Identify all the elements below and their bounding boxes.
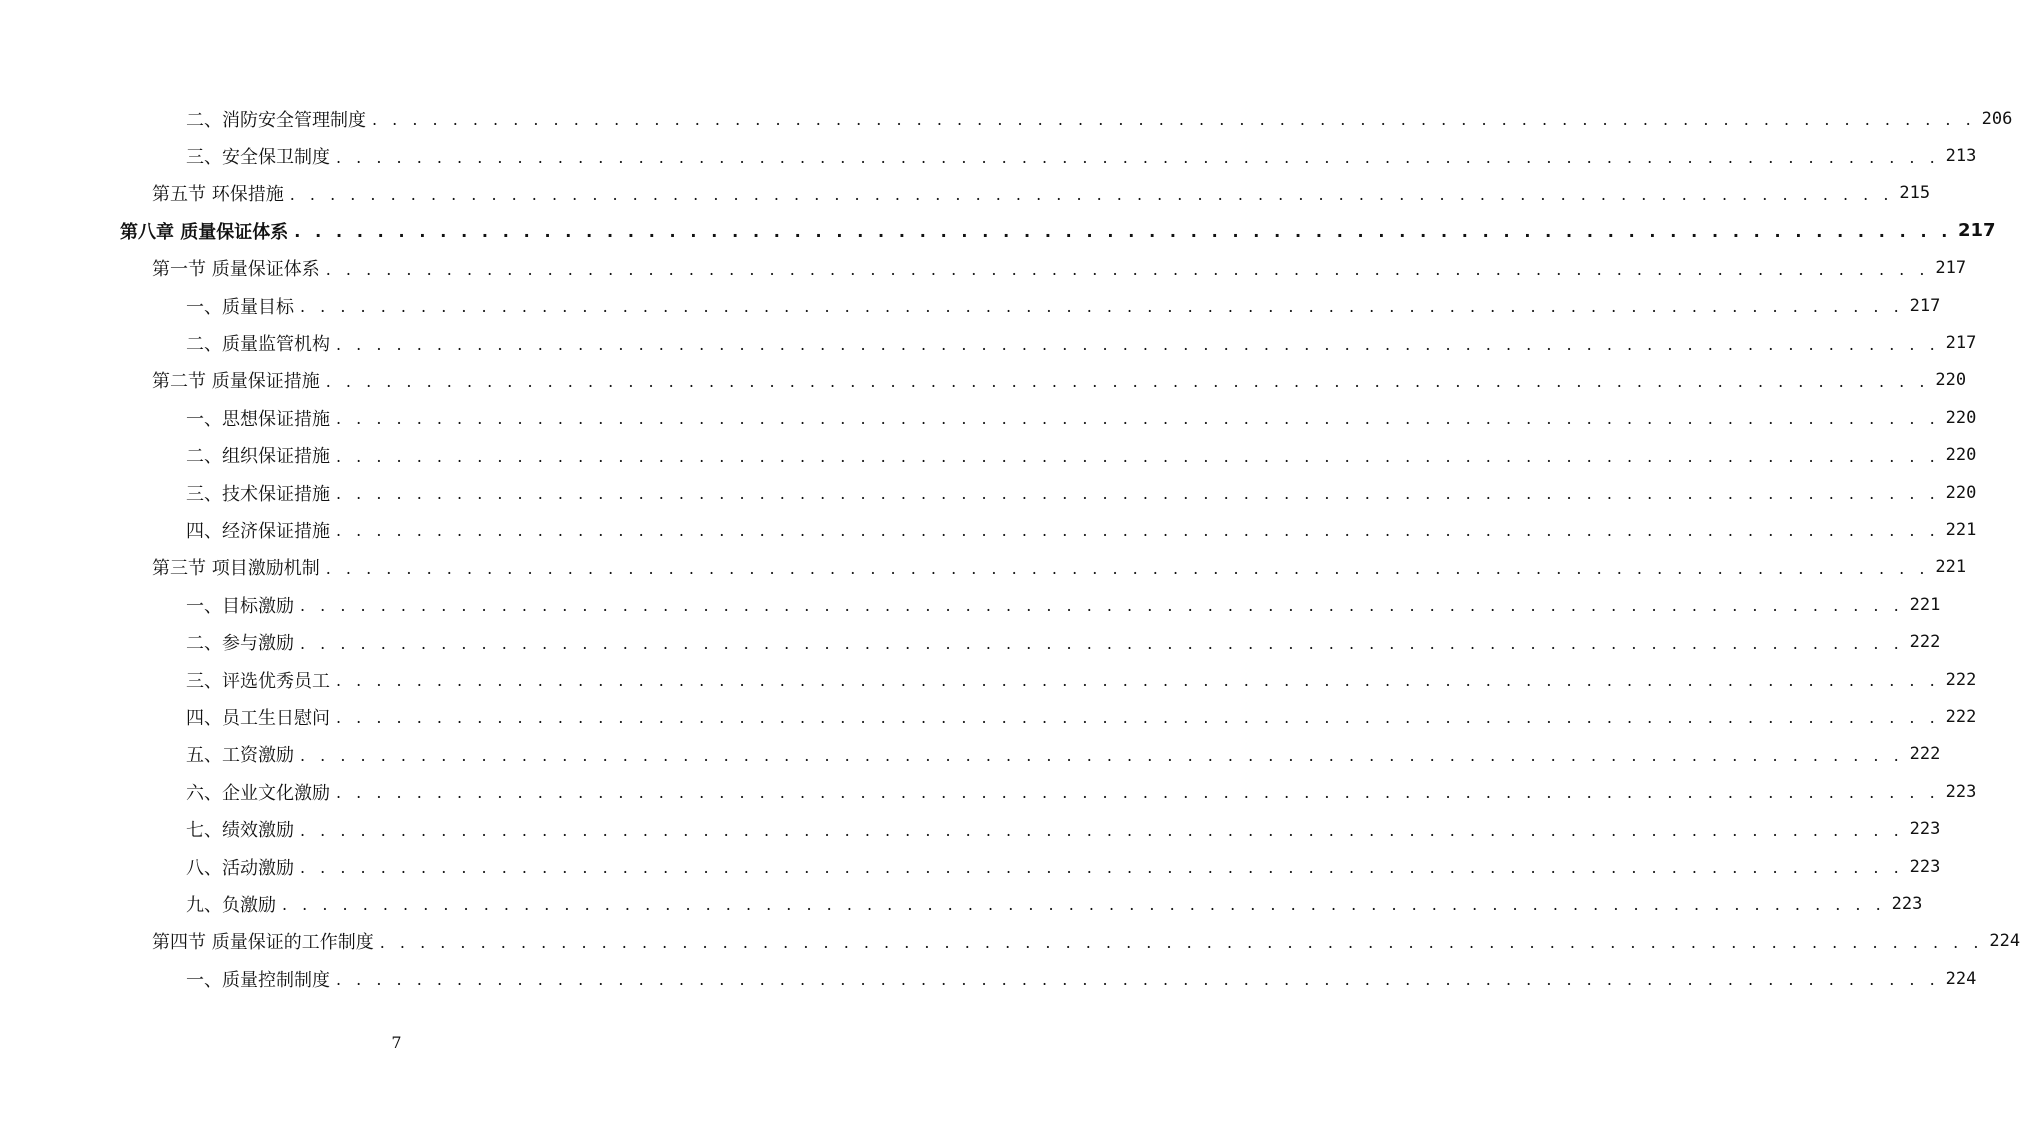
toc-dot-leader: . . . . . . . . . . . . . . . . . . . . . . . . . . . . . . . . . . . . . . . . . . . . . . . . . . . . . . . . . . . . . . . . . . . . . . . . . . . . . . . . — [336, 970, 1940, 990]
toc-dot-leader: . . . . . . . . . . . . . . . . . . . . . . . . . . . . . . . . . . . . . . . . . . . . . . . . . . . . . . . . . . . . . . . . . . . . . . . . . . . . . . . . — [300, 596, 1904, 616]
toc-entry-title: 第二节 质量保证措施 — [152, 371, 320, 393]
toc-subsection-entry[interactable] — [0, 736, 1941, 773]
toc-subsection-entry[interactable] — [0, 661, 1977, 698]
toc-entry-title: 第五节 环保措施 — [152, 184, 284, 206]
toc-entry-title: 六、企业文化激励 — [186, 782, 330, 804]
toc-dot-leader: . . . . . . . . . . . . . . . . . . . . . . . . . . . . . . . . . . . . . . . . . . . . . . . . . . . . . . . . . . . . . . . . . . . . . . . . . . . . . . . . — [336, 783, 1940, 803]
toc-dot-leader: . . . . . . . . . . . . . . . . . . . . . . . . . . . . . . . . . . . . . . . . . . . . . . . . . . . . . . . . . . . . . . . . . . . . . . . . . . . . . . . . — [336, 708, 1940, 728]
toc-entry-title: 九、负激励 — [186, 894, 276, 916]
toc-entry-page: 222 — [1945, 669, 1977, 690]
toc-dot-leader: . . . . . . . . . . . . . . . . . . . . . . . . . . . . . . . . . . . . . . . . . . . . . . . . . . . . . . . . . . . . . . . . . . . . . . . . . . . . . . . . — [336, 446, 1940, 466]
table-of-contents — [0, 100, 2020, 997]
toc-subsection-entry[interactable] — [0, 623, 1941, 660]
toc-dot-leader: . . . . . . . . . . . . . . . . . . . . . . . . . . . . . . . . . . . . . . . . . . . . . . . . . . . . . . . . . . . . . . . . . . . . . . . . . . . . . . . . — [372, 110, 1976, 130]
toc-entry-title: 三、评选优秀员工 — [186, 670, 330, 692]
toc-entry-title: 第一节 质量保证体系 — [152, 259, 320, 281]
toc-dot-leader: . . . . . . . . . . . . . . . . . . . . . . . . . . . . . . . . . . . . . . . . . . . . . . . . . . . . . . . . . . . . . . . . . . . . . . . . . . . . . . . . — [336, 671, 1940, 691]
toc-dot-leader: . . . . . . . . . . . . . . . . . . . . . . . . . . . . . . . . . . . . . . . . . . . . . . . . . . . . . . . . . . . . . . . . . . . . . . . . . . . . . . . . — [379, 932, 1984, 952]
toc-subsection-entry[interactable] — [0, 287, 1941, 324]
toc-entry-title: 一、目标激励 — [186, 595, 294, 617]
toc-entry-page: 222 — [1909, 632, 1941, 653]
toc-entry-title: 一、质量控制制度 — [186, 969, 330, 991]
toc-entry-page: 223 — [1909, 856, 1941, 877]
toc-entry-page: 222 — [1945, 706, 1977, 727]
toc-entry-page: 223 — [1945, 781, 1977, 802]
toc-entry-title: 三、技术保证措施 — [186, 483, 330, 505]
toc-subsection-entry[interactable] — [0, 511, 1977, 548]
toc-entry-title: 一、质量目标 — [186, 296, 294, 318]
toc-entry-page: 224 — [1989, 931, 2020, 952]
toc-dot-leader: . . . . . . . . . . . . . . . . . . . . . . . . . . . . . . . . . . . . . . . . . . . . . . . . . . . . . . . . . . . . . . . . . . . . . . . . . . . . . . . . — [300, 820, 1904, 840]
toc-entry-title: 四、员工生日慰问 — [186, 707, 330, 729]
toc-entry-title: 七、绩效激励 — [186, 820, 294, 842]
toc-entry-title: 八、活动激励 — [186, 857, 294, 879]
toc-chapter-entry[interactable] — [0, 212, 1996, 249]
toc-subsection-entry[interactable] — [0, 885, 1923, 922]
toc-dot-leader: . . . . . . . . . . . . . . . . . . . . . . . . . . . . . . . . . . . . . . . . . . . . . . . . . . . . . . . . . . . . . . . . . . . . . . . . . . . . . . . . — [325, 371, 1930, 391]
toc-subsection-entry[interactable] — [0, 773, 1977, 810]
toc-entry-title: 五、工资激励 — [186, 745, 294, 767]
toc-entry-page: 223 — [1909, 819, 1941, 840]
toc-subsection-entry[interactable] — [0, 324, 1977, 361]
toc-dot-leader: . . . . . . . . . . . . . . . . . . . . . . . . . . . . . . . . . . . . . . . . . . . . . . . . . . . . . . . . . . . . . . . . . . . . . . . . . . . . . . . . — [325, 259, 1930, 279]
toc-entry-title: 三、安全保卫制度 — [186, 147, 330, 169]
toc-dot-leader: . . . . . . . . . . . . . . . . . . . . . . . . . . . . . . . . . . . . . . . . . . . . . . . . . . . . . . . . . . . . . . . . . . . . . . . . . . . . . . . . — [325, 558, 1930, 578]
page-number: 7 — [391, 1033, 402, 1052]
toc-entry-page: 220 — [1935, 370, 1967, 391]
toc-dot-leader: . . . . . . . . . . . . . . . . . . . . . . . . . . . . . . . . . . . . . . . . . . . . . . . . . . . . . . . . . . . . . . . . . . . . . . . . . . . . . . . . — [336, 409, 1940, 429]
toc-dot-leader: . . . . . . . . . . . . . . . . . . . . . . . . . . . . . . . . . . . . . . . . . . . . . . . . . . . . . . . . . . . . . . . . . . . . . . . . . . . . . . . . — [300, 745, 1904, 765]
toc-dot-leader: . . . . . . . . . . . . . . . . . . . . . . . . . . . . . . . . . . . . . . . . . . . . . . . . . . . . . . . . . . . . . . . . . . . . . . . . . . . . . . . . — [336, 147, 1940, 167]
toc-entry-title: 二、消防安全管理制度 — [186, 109, 366, 131]
toc-section-entry[interactable] — [0, 175, 1931, 212]
toc-subsection-entry[interactable] — [0, 586, 1941, 623]
toc-entry-page: 213 — [1945, 146, 1977, 167]
toc-entry-title: 一、思想保证措施 — [186, 408, 330, 430]
toc-subsection-entry[interactable] — [0, 437, 1977, 474]
toc-subsection-entry[interactable] — [0, 848, 1941, 885]
toc-entry-page: 220 — [1945, 407, 1977, 428]
toc-dot-leader: . . . . . . . . . . . . . . . . . . . . . . . . . . . . . . . . . . . . . . . . . . . . . . . . . . . . . . . . . . . . . . . . . . . . . . . . . . . . . . . . — [294, 222, 1952, 242]
toc-subsection-entry[interactable] — [0, 810, 1941, 847]
toc-entry-title: 二、质量监管机构 — [186, 334, 330, 356]
toc-entry-page: 222 — [1909, 744, 1941, 765]
toc-entry-page: 217 — [1909, 295, 1941, 316]
toc-subsection-entry[interactable] — [0, 100, 2013, 137]
toc-entry-page: 221 — [1909, 594, 1941, 615]
toc-subsection-entry[interactable] — [0, 137, 1977, 174]
toc-entry-page: 217 — [1935, 258, 1967, 279]
toc-entry-title: 二、组织保证措施 — [186, 446, 330, 468]
toc-dot-leader: . . . . . . . . . . . . . . . . . . . . . . . . . . . . . . . . . . . . . . . . . . . . . . . . . . . . . . . . . . . . . . . . . . . . . . . . . . . . . . . . — [336, 484, 1940, 504]
toc-dot-leader: . . . . . . . . . . . . . . . . . . . . . . . . . . . . . . . . . . . . . . . . . . . . . . . . . . . . . . . . . . . . . . . . . . . . . . . . . . . . . . . . — [300, 297, 1904, 317]
toc-subsection-entry[interactable] — [0, 399, 1977, 436]
toc-entry-page: 217 — [1958, 220, 1996, 242]
toc-entry-title: 四、经济保证措施 — [186, 520, 330, 542]
toc-entry-page: 223 — [1891, 893, 1923, 914]
toc-dot-leader: . . . . . . . . . . . . . . . . . . . . . . . . . . . . . . . . . . . . . . . . . . . . . . . . . . . . . . . . . . . . . . . . . . . . . . . . . . . . . . . . — [289, 184, 1894, 204]
toc-section-entry[interactable] — [0, 362, 1967, 399]
toc-dot-leader: . . . . . . . . . . . . . . . . . . . . . . . . . . . . . . . . . . . . . . . . . . . . . . . . . . . . . . . . . . . . . . . . . . . . . . . . . . . . . . . . — [336, 334, 1940, 354]
toc-entry-page: 215 — [1899, 183, 1931, 204]
toc-entry-page: 220 — [1945, 482, 1977, 503]
toc-dot-leader: . . . . . . . . . . . . . . . . . . . . . . . . . . . . . . . . . . . . . . . . . . . . . . . . . . . . . . . . . . . . . . . . . . . . . . . . . . . . . . . . — [336, 521, 1940, 541]
toc-dot-leader: . . . . . . . . . . . . . . . . . . . . . . . . . . . . . . . . . . . . . . . . . . . . . . . . . . . . . . . . . . . . . . . . . . . . . . . . . . . . . . . . — [300, 858, 1904, 877]
toc-section-entry[interactable] — [0, 923, 2020, 960]
toc-entry-page: 217 — [1945, 333, 1977, 354]
toc-entry-page: 221 — [1935, 557, 1967, 578]
toc-section-entry[interactable] — [0, 250, 1967, 287]
toc-subsection-entry[interactable] — [0, 960, 1977, 997]
toc-entry-page: 221 — [1945, 519, 1977, 540]
toc-subsection-entry[interactable] — [0, 698, 1977, 735]
toc-entry-title: 第三节 项目激励机制 — [152, 558, 320, 580]
toc-dot-leader: . . . . . . . . . . . . . . . . . . . . . . . . . . . . . . . . . . . . . . . . . . . . . . . . . . . . . . . . . . . . . . . . . . . . . . . . . . . . . . . . — [300, 633, 1904, 653]
toc-subsection-entry[interactable] — [0, 474, 1977, 511]
toc-entry-title: 第四节 质量保证的工作制度 — [152, 932, 374, 954]
toc-entry-title: 二、参与激励 — [186, 633, 294, 655]
toc-entry-page: 206 — [1981, 108, 2013, 129]
toc-entry-title: 第八章 质量保证体系 — [120, 221, 289, 243]
toc-entry-page: 224 — [1945, 968, 1977, 989]
toc-section-entry[interactable] — [0, 549, 1967, 586]
toc-dot-leader: . . . . . . . . . . . . . . . . . . . . . . . . . . . . . . . . . . . . . . . . . . . . . . . . . . . . . . . . . . . . . . . . . . . . . . . . . . . . . . . . — [282, 895, 1886, 915]
toc-entry-page: 220 — [1945, 445, 1977, 466]
